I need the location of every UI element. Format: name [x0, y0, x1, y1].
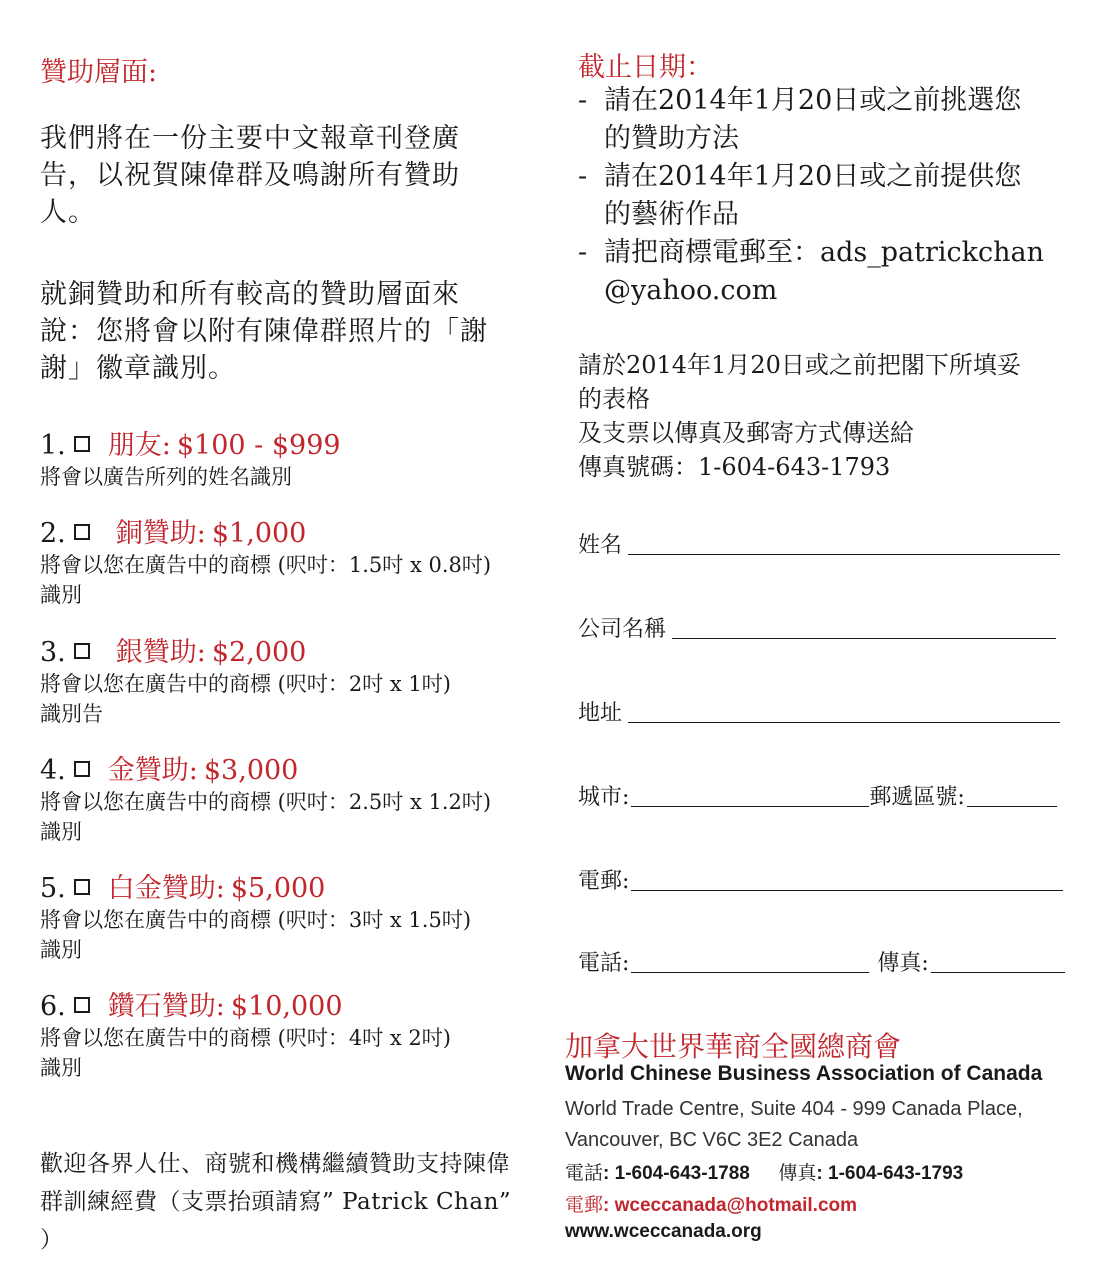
tier-description: 將會以您在廣告中的商標 (呎吋：2吋 x 1吋) 識別告 — [40, 672, 451, 726]
tier-name: 銀贊助: — [115, 637, 206, 668]
submission-instructions: 請於2014年1月20日或之前把閣下所填妥的表格 及支票以傳真及郵寄方式傳送給 傳真號碼：1-604-643-1793 — [578, 351, 1021, 481]
org-address: World Trade Centre, Suite 404 - 999 Canada Place, Vancouver, BC V6C 3E2 Canada — [565, 1098, 1023, 1151]
tier-number: 2. — [40, 518, 66, 549]
field-label: 姓名 — [578, 533, 623, 558]
name-input[interactable] — [628, 553, 1060, 555]
name-field — [578, 528, 1060, 559]
checkbox[interactable] — [74, 761, 90, 777]
org-email[interactable] — [565, 1190, 857, 1217]
field-label: 傳真: — [877, 951, 929, 976]
list-item: - 請把商標電郵至：ads_patrickchan@yahoo.com — [578, 237, 1044, 306]
tier-name: 朋友: — [107, 430, 171, 461]
tier-number: 4. — [40, 755, 66, 786]
tier-number: 1. — [40, 430, 66, 461]
checkbox[interactable] — [74, 879, 90, 895]
field-label: 公司名稱 — [578, 617, 667, 642]
checkbox[interactable] — [74, 997, 90, 1013]
tier-amount: $2,000 — [211, 637, 307, 668]
tier-number: 3. — [40, 637, 66, 668]
tier-amount: $100 - $999 — [176, 430, 341, 461]
fax-label: 傳真 — [778, 1163, 817, 1184]
tier-description: 將會以您在廣告中的商標 (呎吋：3吋 x 1.5吋) 識別 — [40, 908, 472, 962]
tier-name: 金贊助: — [107, 755, 198, 786]
tier-4 — [40, 755, 491, 847]
tier-2 — [40, 518, 491, 610]
phone-fax-field — [578, 946, 1065, 977]
list-item: - 請在2014年1月20日或之前挑選您的贊助方法 — [578, 85, 1022, 154]
tier-amount: $10,000 — [230, 991, 343, 1022]
tier-description: 將會以您在廣告中的商標 (呎吋：2.5吋 x 1.2吋) 識別 — [40, 790, 492, 844]
tier-name: 白金贊助: — [107, 873, 225, 904]
sponsorship-levels-title: 贊助層面: — [40, 57, 158, 88]
fax-number: : 1-604-643-1793 — [816, 1163, 964, 1184]
tier-amount: $3,000 — [203, 755, 299, 786]
org-name-chinese: 加拿大世界華商全國總商會 — [565, 1030, 902, 1063]
address-input[interactable] — [628, 721, 1060, 723]
tier-3 — [40, 637, 451, 729]
company-input[interactable] — [672, 637, 1056, 639]
closing-paragraph: 歡迎各界人仕、商號和機構繼續贊助支持陳偉群訓練經費（支票抬頭請寫” Patrick Chan” ） — [40, 1151, 512, 1253]
checkbox[interactable] — [74, 524, 90, 540]
checkbox[interactable] — [74, 643, 90, 659]
deadline-title: 截止日期： — [578, 52, 713, 83]
intro-paragraph: 我們將在一份主要中文報章刊登廣告，以祝賀陳偉群及鳴謝所有贊助人。 — [40, 123, 460, 228]
tier-amount: $1,000 — [211, 518, 307, 549]
phone-label: 電話 — [565, 1163, 604, 1184]
checkbox[interactable] — [74, 436, 90, 452]
tier-number: 6. — [40, 991, 66, 1022]
tier-6 — [40, 991, 451, 1083]
org-name-english: World Chinese Business Association of Canada — [565, 1062, 1043, 1085]
tier-description: 將會以您在廣告中的商標 (呎吋：1.5吋 x 0.8吋) 識別 — [40, 553, 492, 607]
tier-name: 銅贊助: — [115, 518, 206, 549]
field-label: 電話: — [578, 951, 630, 976]
field-label: 郵遞區號: — [869, 785, 965, 810]
phone-input[interactable] — [631, 971, 869, 973]
email-label: 電郵 — [565, 1195, 604, 1216]
field-label: 城市: — [578, 785, 630, 810]
tier-5 — [40, 873, 471, 965]
tier-amount: $5,000 — [230, 873, 326, 904]
email-field — [578, 864, 1063, 895]
tier-description: 將會以廣告所列的姓名識別 — [40, 465, 292, 489]
tier-name: 鑽石贊助: — [107, 991, 225, 1022]
bronze-paragraph: 就銅贊助和所有較高的贊助層面來說：您將會以附有陳偉群照片的「謝謝」徽章識別。 — [40, 279, 488, 384]
email-link[interactable]: : wceccanada@hotmail.com — [603, 1195, 858, 1216]
org-phone-fax — [565, 1158, 963, 1185]
list-item: - 請在2014年1月20日或之前提供您的藝術作品 — [578, 161, 1022, 230]
deadline-list — [578, 82, 1044, 310]
field-label: 地址 — [578, 701, 623, 726]
tier-number: 5. — [40, 873, 66, 904]
city-postal-field — [578, 780, 1057, 811]
tier-description: 將會以您在廣告中的商標 (呎吋：4吋 x 2吋) 識別 — [40, 1026, 451, 1080]
field-label: 電郵: — [578, 869, 630, 894]
org-website[interactable]: www.wceccanada.org — [565, 1221, 762, 1242]
city-input[interactable] — [631, 805, 869, 807]
company-field — [578, 612, 1056, 643]
fax-input[interactable] — [931, 971, 1065, 973]
email-input[interactable] — [631, 889, 1063, 891]
phone-number: : 1-604-643-1788 — [603, 1163, 750, 1184]
postal-input[interactable] — [967, 805, 1057, 807]
tier-1 — [40, 430, 341, 492]
address-field — [578, 696, 1060, 727]
